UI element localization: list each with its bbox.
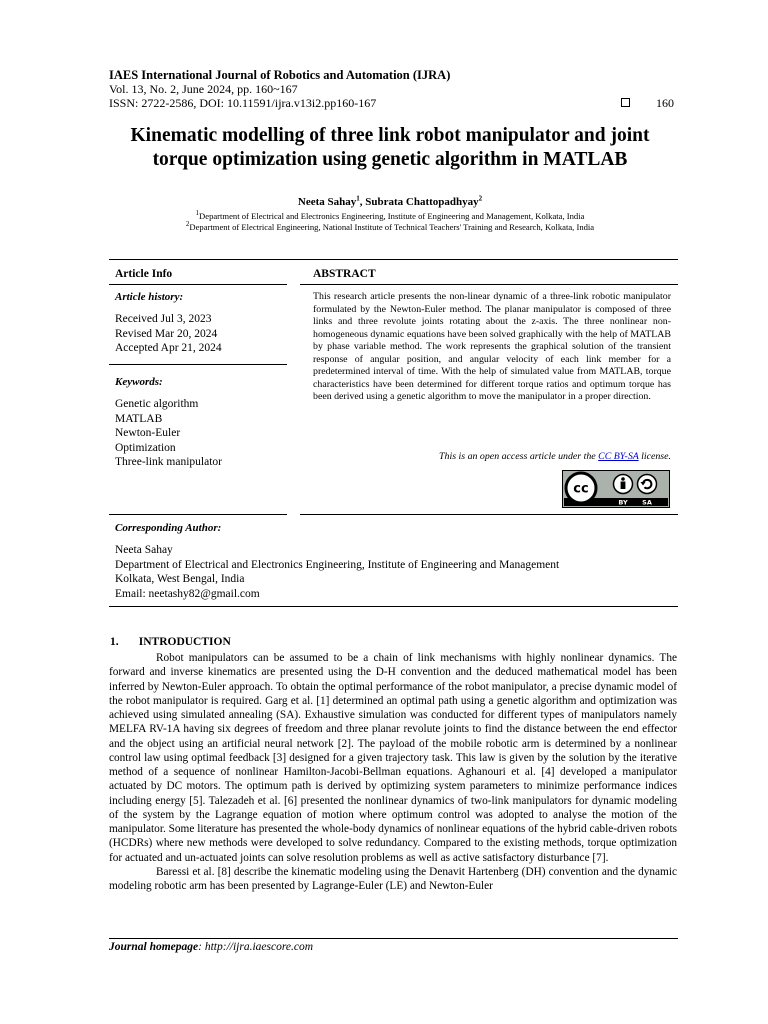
abstract-heading: ABSTRACT: [313, 268, 376, 280]
homepage-label: Journal homepage: [109, 941, 199, 953]
abstract-bottom-rule: [300, 514, 678, 515]
square-bullet-icon: [621, 98, 630, 107]
title-line-2: torque optimization using genetic algorithm in MATLAB: [152, 149, 628, 170]
abstract-text: This research article presents the non-linear dynamic of a three-link robotic manipulator formulated by the Newton-Euler method. The planar manipulator is composed of three links and three revolute joints rotating about the z-axis. The three nonlinear non-homogeneous dynamic equations have been solved graphically with the help of MATLAB by phase variable method. The work represents the graphical solution of the transient response of angular position, and angular velocity of each link member for a predetermined interval of time. With the help of simulated value from MATLAB, torque characteristics have been determined for different torque ratios and optimum torque has been derived using a genetic algorithm to move the manipulator in a proper direction.: [313, 291, 671, 402]
article-history-label: Article history:: [115, 291, 184, 303]
affiliations: [100, 211, 680, 233]
history-received: Received Jul 3, 2023: [115, 313, 212, 325]
keywords-label: Keywords:: [115, 376, 163, 388]
introduction-paragraph-1: Robot manipulators can be assumed to be a chain of link mechanisms with highly nonlinear dynamics. The forward and inverse kinematics are presented using the D-H convention and the deduced mathematical model has been inferred by Newton-Euler approach. To obtain the optimal performance of the robot manipulator, a precise dynamic model of the robot manipulator is required. Garg et al. [1] determined an optimal path using a genetic algorithm and optimization was achieved using simulated annealing (SA). Exhaustive simulation was conducted for different types of manipulators namely MELFA RV-1A having six degrees of freedom and three planar revolute joints to find the distance between the end effector and the object using an artificial neural network [2]. The payload of the mobile robotic arm is determined by a nonlinear control law using optimal feedback [3] designed for a given trajectory task. This law is given by the solution by the iterative method of a sequence of nonlinear Hamilton-Jacobi-Bellman equations. Aghanouri et al. [4] developed a manipulator actuated by DC motors. The optimum path is derived by optimizing system parameters to minimize performance indices including energy [5]. Talezadeh et al. [6] presented the nonlinear dynamics of two-link manipulators for dynamic modeling of the system by the Lagrange equation of motion where optimum control was adopted to analyse the motion of the manipulator. Some literature has presented the whole-body dynamics of nonlinear equations of the hybrid cable-driven robots (HCDRs) where new methods were developed to solve redundancy. Compared to the existing methods, torque optimization for actuated and un-actuated joints can solve resolution problems as well as active satisfactory disturbance [7].: [109, 652, 677, 864]
article-info-heading: Article Info: [115, 268, 173, 280]
cc-by-sa-badge-icon[interactable]: [562, 470, 670, 508]
open-access-notice: This is an open access article under the CC BY-SA license.: [439, 451, 671, 462]
affiliation-2: $^2$Department of Electrical Engineering, National Institute of Technical Teachers' Training and Research, Kolkata, India: [185, 220, 595, 232]
info-heading-rule: [109, 284, 287, 285]
corresponding-author-label: Corresponding Author:: [115, 522, 222, 534]
authors: [100, 196, 680, 208]
keywords-rule: [109, 514, 287, 515]
history-revised: Revised Mar 20, 2024: [115, 327, 218, 340]
author-2-sup: 2: [478, 194, 483, 203]
author-separator: ,: [359, 196, 366, 208]
volume-info: Vol. 13, No. 2, June 2024, pp. 160~167: [109, 82, 298, 96]
corresponding-name: Neeta Sahay: [115, 544, 173, 556]
history-accepted: Accepted Apr 21, 2024: [115, 342, 222, 354]
info-top-rule: [109, 259, 678, 260]
paper-title: [100, 124, 680, 172]
issn-doi: ISSN: 2722-2586, DOI: 10.11591/ijra.v13i2.pp160-167: [109, 96, 377, 110]
keyword: Newton-Euler: [115, 427, 181, 439]
keyword: Optimization: [115, 441, 176, 454]
author-2: Subrata Chattopadhyay: [365, 196, 479, 208]
by-label: BY: [618, 498, 628, 507]
homepage-url[interactable]: : http://ijra.iaescore.com: [198, 941, 314, 953]
journal-name: IAES International Journal of Robotics and Automation (IJRA): [109, 68, 451, 82]
keyword: Genetic algorithm: [115, 398, 199, 410]
introduction-heading: 1. INTRODUCTION: [110, 636, 231, 648]
history-rule: [109, 364, 287, 365]
keywords-list: [115, 397, 222, 470]
abstract-heading-rule: [300, 284, 678, 285]
author-1-sup: 1: [356, 194, 360, 203]
keyword: Three-link manipulator: [115, 456, 222, 468]
corresponding-bottom-rule: [109, 606, 678, 607]
introduction-paragraph-2: Baressi et al. [8] describe the kinematic modeling using the Denavit Hartenberg (DH) convention and the dynamic modeling robotic arm has been presented by Lagrange-Euler (LE) and Newton-Euler: [109, 865, 677, 892]
corresponding-location: Kolkata, West Bengal, India: [115, 573, 245, 585]
journal-homepage: [109, 941, 313, 953]
corresponding-department: Department of Electrical and Electronics Engineering, Institute of Engineering and Management: [115, 558, 560, 571]
introduction-body: [109, 651, 677, 893]
cc-glyph: cc: [573, 481, 589, 497]
corresponding-author-block: [115, 543, 559, 601]
corresponding-email: Email: neetashy82@gmail.com: [115, 587, 260, 600]
article-history: [115, 312, 222, 356]
sa-label: SA: [642, 498, 652, 507]
page-number: 160: [656, 96, 674, 110]
affiliation-1: $^1$Department of Electrical and Electronics Engineering, Institute of Engineering and Management, Kolkata, India: [195, 209, 585, 221]
footer-rule: [109, 938, 678, 939]
title-line-1: Kinematic modelling of three link robot manipulator and joint: [130, 125, 650, 146]
keyword: MATLAB: [115, 412, 163, 425]
author-1: Neeta Sahay: [297, 196, 357, 208]
cc-by-sa-link[interactable]: CC BY-SA: [598, 451, 639, 462]
